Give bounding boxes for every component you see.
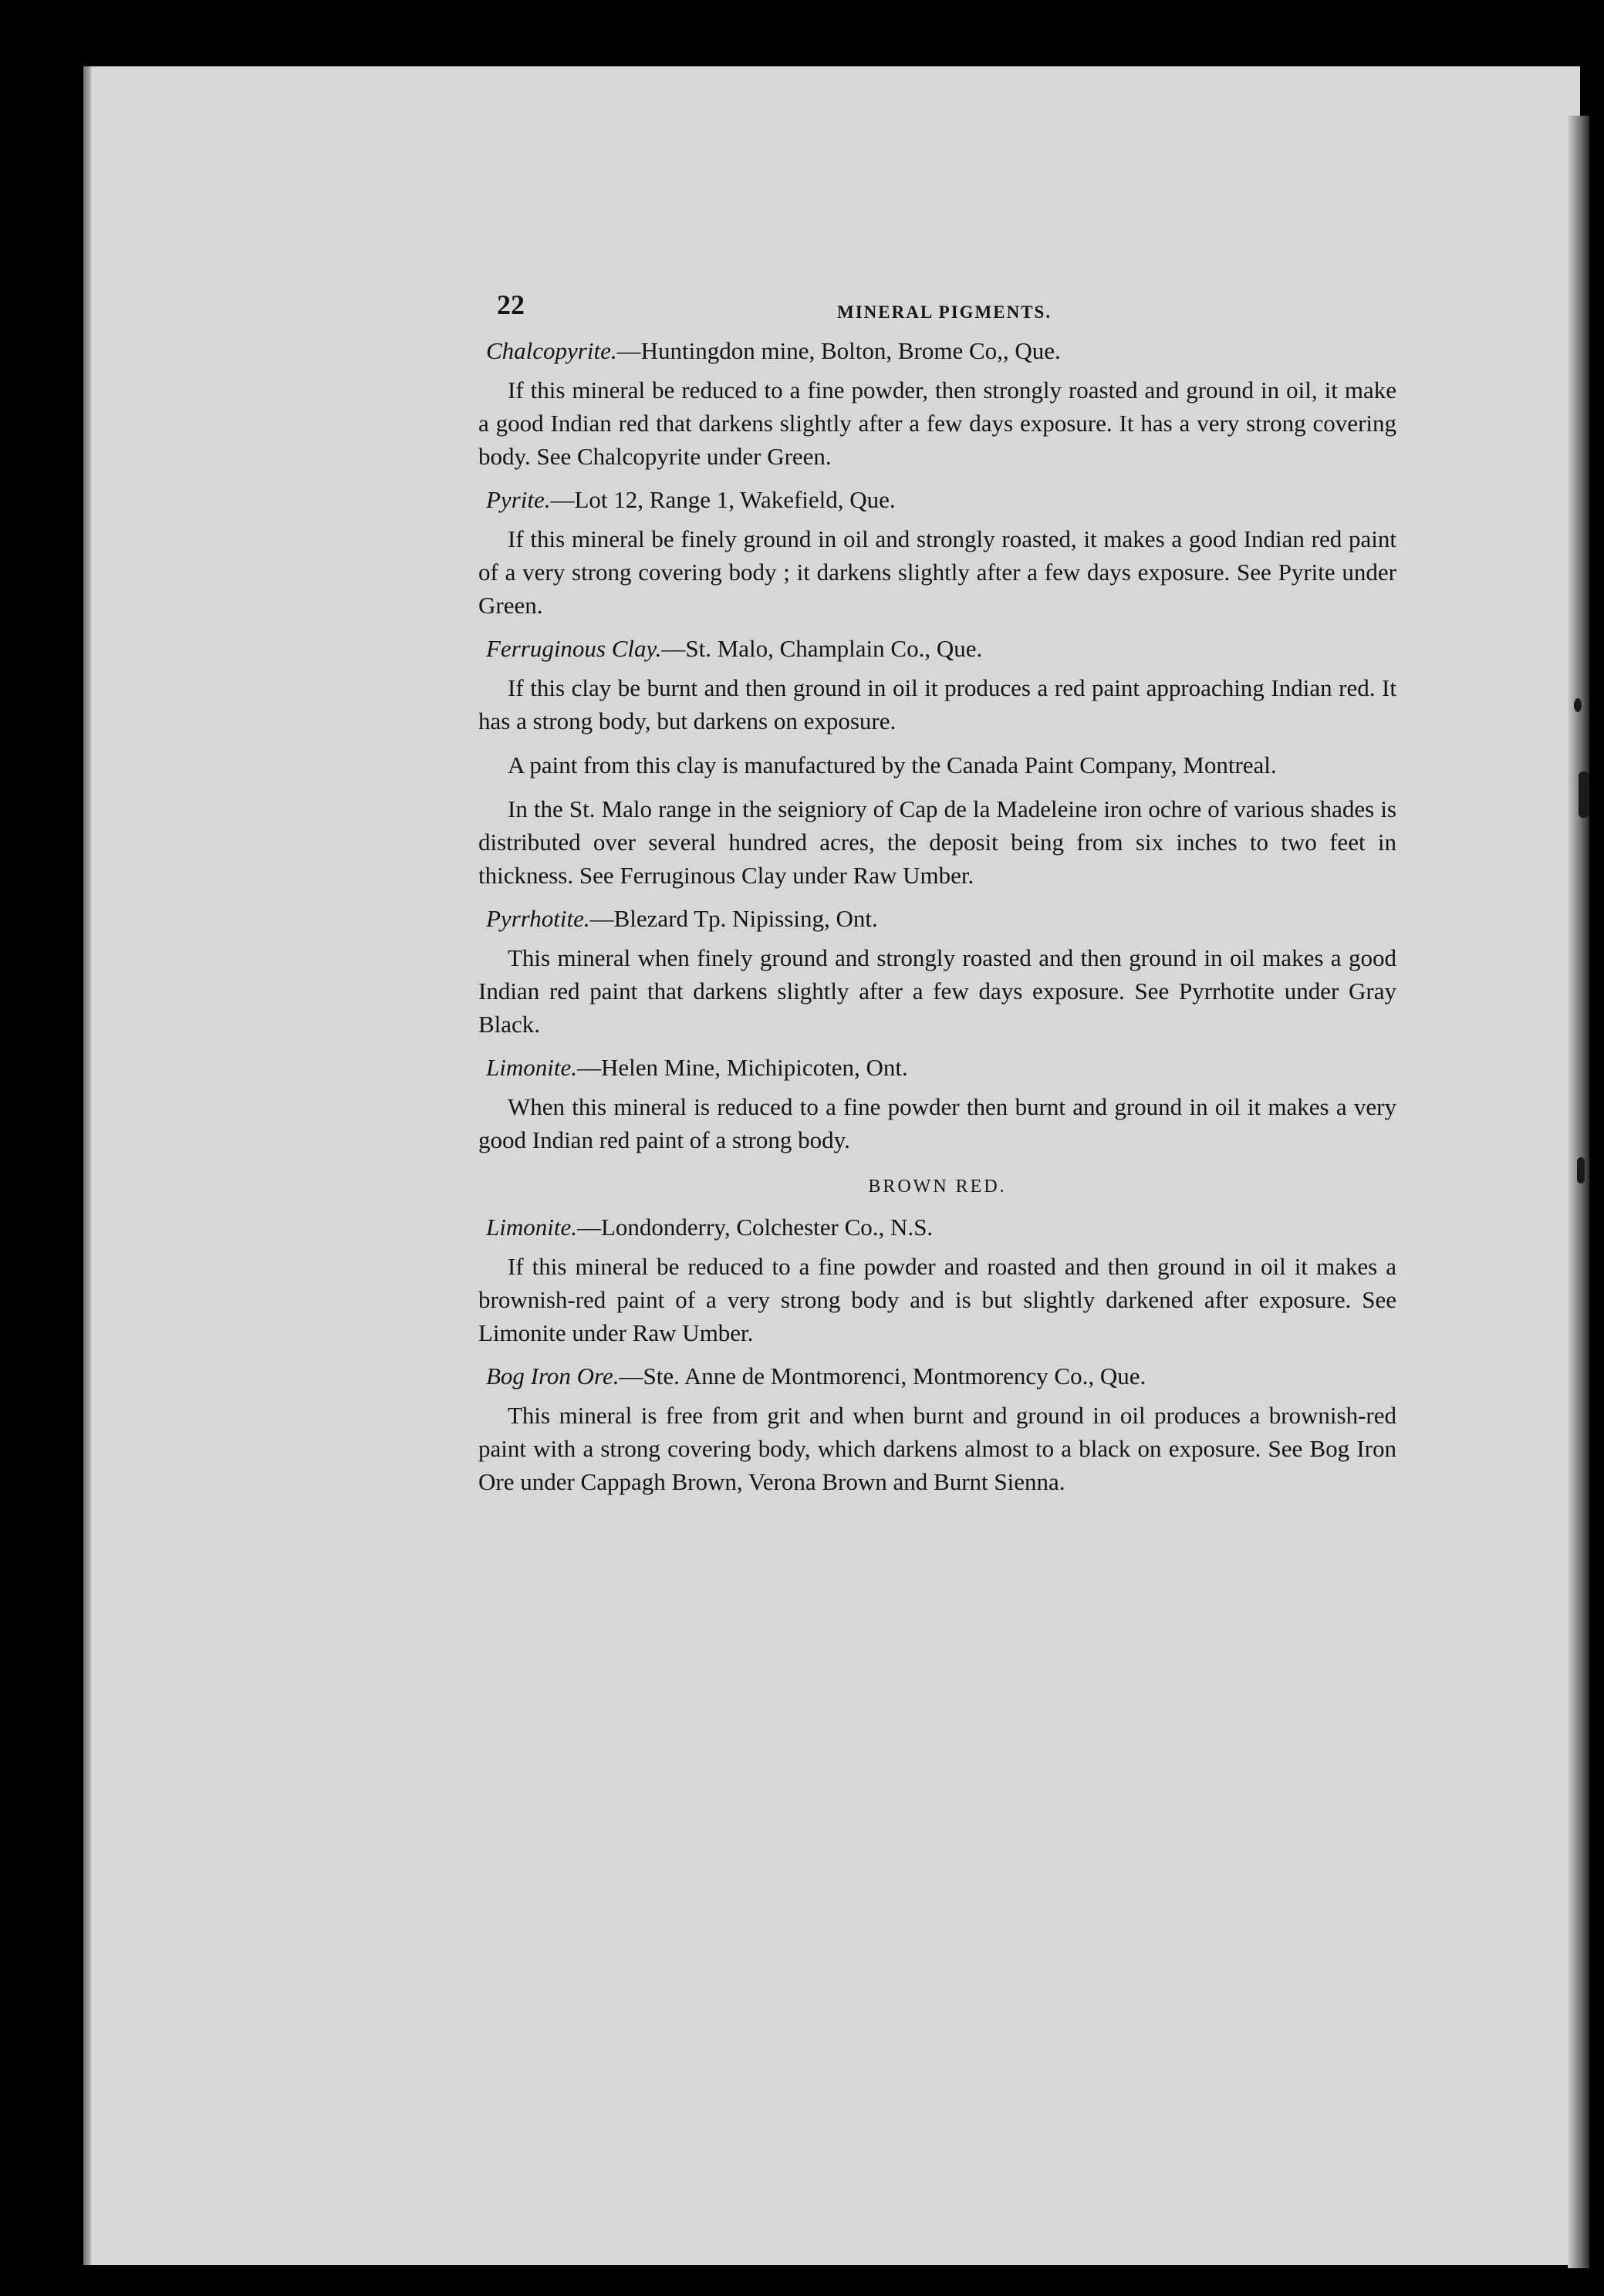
page-content (478, 278, 1396, 1509)
locality: —Blezard Tp. Nipissing, Ont. (589, 905, 878, 932)
mineral-name: Pyrite. (486, 486, 551, 513)
mineral-name: Limonite. (486, 1054, 577, 1081)
entry-pyrrhotite (478, 903, 1396, 1041)
entry-paragraph: If this mineral be finely ground in oil and strongly roasted, it makes a good Indian red paint of a very strong covering body ; it darkens slightly after a few days exposure. See Pyrite under Green. (478, 525, 1396, 619)
scan-speck (1579, 772, 1589, 818)
locality: —Ste. Anne de Montmorenci, Montmorency Co., Que. (619, 1362, 1146, 1389)
scan-speck (1574, 698, 1582, 712)
entry-bog-iron-ore (478, 1360, 1396, 1498)
mineral-name: Ferruginous Clay. (486, 635, 662, 662)
mineral-name: Pyrrhotite. (486, 905, 590, 932)
entry-paragraph: If this mineral be reduced to a fine powder and roasted and then ground in oil it makes a brownish-red paint of a very strong body and is but slightly darkened after exposure. See Limonite under Raw Umber. (478, 1253, 1396, 1346)
entry-paragraph: In the St. Malo range in the seigniory of Cap de la Madeleine iron ochre of various shades is distributed over several hundred acres, the deposit being from six inches to two feet in thickness. See Ferruginous Clay under Raw Umber. (478, 795, 1396, 889)
entry-heading (486, 484, 1396, 516)
entry-heading (486, 903, 1396, 935)
section-heading: BROWN RED. (868, 1177, 1007, 1197)
entry-heading (486, 335, 1396, 367)
scan-speck (1577, 1157, 1585, 1183)
entry-paragraph: This mineral when finely ground and strongly roasted and then ground in oil makes a good Indian red paint that darkens slightly after a few days exposure. See Pyrrhotite under Gray Black. (478, 944, 1396, 1038)
entry-heading (486, 1211, 1396, 1244)
locality: —St. Malo, Champlain Co., Que. (661, 635, 983, 662)
entry-limonite-helen (478, 1052, 1396, 1156)
locality: —Lot 12, Range 1, Wakefield, Que. (550, 486, 896, 513)
entry-chalcopyrite (478, 335, 1396, 473)
entry-paragraph: This mineral is free from grit and when burnt and ground in oil produces a brownish-red paint with a strong covering body, which darkens almost to a black on exposure. See Bog Iron Ore under Cappagh Brown, Verona Brown and Burnt Sienna. (478, 1402, 1396, 1495)
entry-list (478, 335, 1396, 1156)
locality: —Londonderry, Colchester Co., N.S. (576, 1214, 934, 1241)
mineral-name: Bog Iron Ore. (486, 1362, 620, 1389)
entry-heading (486, 1052, 1396, 1084)
mineral-name: Limonite. (486, 1214, 577, 1241)
entry-paragraph: If this mineral be reduced to a fine powder, then strongly roasted and ground in oil, it make a good Indian red that darkens slightly after a few days exposure. It has a very strong covering body. See Chalcopyrite under Green. (478, 376, 1396, 470)
entry-pyrite (478, 484, 1396, 622)
section-entry-list (478, 1211, 1396, 1498)
entry-paragraph: When this mineral is reduced to a fine powder then burnt and ground in oil it makes a very good Indian red paint of a strong body. (478, 1093, 1396, 1153)
entry-ferruginous-clay (478, 633, 1396, 892)
locality: —Helen Mine, Michipicoten, Ont. (576, 1054, 908, 1081)
locality: —Huntingdon mine, Bolton, Brome Co,, Que. (616, 337, 1061, 364)
entry-heading (486, 1360, 1396, 1393)
page-binding-right (1568, 116, 1589, 2268)
page-header (478, 278, 1396, 324)
entry-limonite-londonderry (478, 1211, 1396, 1349)
mineral-name: Chalcopyrite. (486, 337, 617, 364)
entry-paragraph: A paint from this clay is manufactured by the Canada Paint Company, Montreal. (508, 751, 1277, 778)
page-number: 22 (497, 289, 525, 320)
entry-heading (486, 633, 1396, 665)
entry-paragraph: If this clay be burnt and then ground in oil it produces a red paint approaching Indian red. It has a strong body, but darkens on exposure. (478, 674, 1396, 734)
running-title: MINERAL PIGMENTS. (837, 302, 1052, 322)
